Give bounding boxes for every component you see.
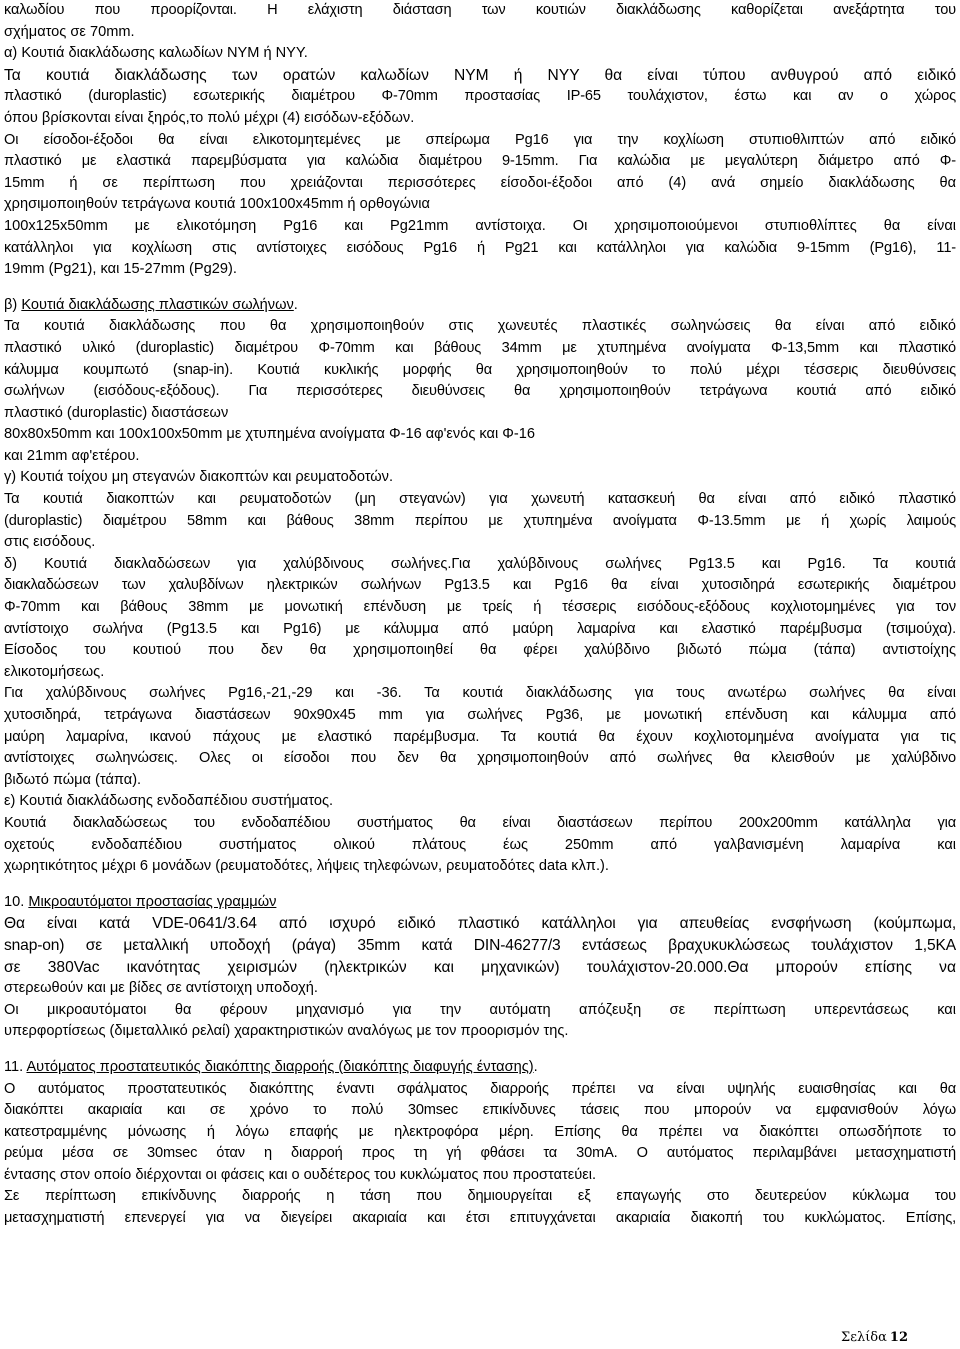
text-line: χωρητικότητος μέχρι 6 μονάδων (ρευματοδότες, λήψεις τηλεφώνων, ρευματοδότες data κλπ.).: [4, 858, 609, 875]
text-line: Κουτιά διακλαδώσεως του ενδοδαπέδιου συστήματος θα είναι διαστάσεων περίπου 200x200mm κατάλληλα για: [4, 814, 956, 831]
section-heading-d: δ) Κουτιά διακλαδώσεων για χαλύβδινους σωλήνες.Για χαλύβδινους σωλήνες Pg13.5 και Pg16. Τα κουτιά: [4, 555, 956, 572]
text-line: snap-on) σε μεταλλική υποδοχή (ράγα) 35mm κατά DIN-46277/3 εντάσεως βραχυκυκλώσεως τουλάχιστον 1,5KA: [4, 936, 956, 954]
text-line: χυτοσιδηρά, τετράγωνα διαστάσεων 90x90x45 mm για σωλήνες Pg36, με μονωτική επένδυση και κάλυμμα από: [4, 707, 956, 723]
heading-underlined: Κουτιά διακλάδωσης πλαστικών σωλήνων: [21, 296, 294, 313]
section-heading-b: [4, 295, 956, 317]
text-line: Τα κουτιά διακλάδωσης των ορατών καλωδίων ΝΥΜ ή ΝΥΥ θα είναι τύπου ανθυγρού από ειδικό: [4, 66, 956, 84]
text-line: χρησιμοποιηθούν τετράγωνα κουτιά 100x100x45mm ή ορθογώνια: [4, 196, 430, 213]
text-line: αντίστοιχο σωλήνα (Pg13.5 και Pg16) με κάλυμμα από μαύρη λαμαρίνα και ελαστικό παρέμβυσμα (τσιμούχα).: [4, 620, 956, 637]
text-line: όπου βρίσκονται είναι ξηρός,το πολύ μέχρι (4) εισόδων-εξόδων.: [4, 109, 415, 126]
text-line: διακόπτει ακαριαία και σε χρόνο το πολύ 30msec επικίνδυνες τάσεις που μπορούν να εμφανισθούν λόγω: [4, 1102, 956, 1119]
paragraph-gap: [4, 281, 956, 295]
text-line: σχήματος σε 70mm.: [4, 23, 135, 40]
section-heading-10: [4, 892, 956, 914]
heading-underlined: Μικροαυτόματοι προστασίας γραμμών: [28, 893, 277, 910]
text-line: κάλυμμα κουμπωτό (snap-in). Κουτιά κυκλικής μορφής θα χρησιμοποιηθούν το πολύ μέχρι τέσσερις διευθύνσεις: [4, 361, 956, 378]
text-line: σε 380Vac ικανότητας χειρισμών (ηλεκτρικών και μηχανικών) τουλάχιστον-20.000.Θα μπορούν επίσης να: [4, 958, 956, 976]
text-line: μαύρη λαμαρίνα, ικανού πάχους με ελαστικό παρέμβυσμα. Τα κουτιά θα έχουν κοχλιοτομημένα ανοίγματα για τις: [4, 728, 956, 745]
text-line: αντίστοιχες σωληνώσεις. Ολες οι είσοδοι που δεν θα χρησιμοποιηθούν από σωλήνες θα κλεισθούν με χαλύβδινο: [4, 750, 956, 767]
heading-prefix: β): [4, 296, 22, 313]
text-line: έντασης στον οποίο διέρχονται οι φάσεις και ο ουδέτερος του κυκλώματος που προστατεύει.: [4, 1166, 597, 1183]
text-line: οχετούς ενδοδαπέδιου συστήματος ολικού πλάτους έως 250mm από γαλβανισμένη λαμαρίνα και: [4, 836, 956, 853]
section-heading-e: ε) Κουτιά διακλάδωσης ενδοδαπέδιου συστήματος.: [4, 793, 334, 810]
heading-suffix: .: [293, 296, 298, 313]
heading-prefix: 10.: [4, 893, 29, 910]
text-line: Για χαλύβδινους σωλήνες Pg16,-21,-29 και -36. Τα κουτιά διακλάδωσης για τους ανωτέρω σωλήνες θα είναι: [4, 685, 956, 702]
text-line: διακλαδώσεων των χαλυβδίνων ηλεκτρικών σωλήνων Pg13.5 και Pg16 θα είναι χυτοσιδηρά εσωτερικής διαμέτρου: [4, 577, 956, 594]
text-line: πλαστικό (duroplastic) εσωτερικής διαμέτρου Φ-70mm προστασίας IP-65 τουλάχιστον, έστω και αν ο χώρος: [4, 88, 956, 105]
text-line: Οι είσοδοι-έξοδοι θα είναι ελικοτομητεμένες με σπείρωμα Pg16 για την κοχλίωση στυπιοθλιπτών από ειδικό: [4, 131, 956, 148]
text-line: καλωδίου που προορίζονται. Η ελάχιστη διάσταση των κουτιών διακλάδωσης καθορίζεται ανεξάρτητα του: [4, 2, 956, 18]
text-line: Είσοδος του κουτιού που δεν θα χρησιμοποιηθεί θα φέρει χαλύβδινο βιδωτό πώμα (τάπα) αντιστοίχης: [4, 642, 956, 659]
text-line: πλαστικό (duroplastic) διαστάσεων: [4, 404, 229, 421]
text-line: κατεστραμμένης μόνωσης ή λόγω επαφής με ηλεκτροφόρα μέρη. Επίσης θα πρέπει να διακόπτει οπωσδήποτε το: [4, 1123, 956, 1140]
section-heading-11: [4, 1057, 956, 1079]
text-line: Σε περίπτωση επικίνδυνης διαρροής η τάση που δημιουργείται εξ επαγωγής στο δευτερεύον κύκλωμα του: [4, 1188, 956, 1205]
paragraph-gap: [4, 1043, 956, 1057]
text-line: κατάλληλοι για κοχλίωση στις αντίστοιχες εισόδους Pg16 ή Pg21 και κατάλληλοι για καλώδια 9-15mm (Pg16), 11-: [4, 239, 956, 256]
heading-underlined: Αυτόματος προστατευτικός διακόπτης διαρροής (διακόπτης διαφυγής έντασης): [26, 1058, 534, 1075]
text-line: πλαστικό με ελαστικά παρεμβύσματα για καλώδια διαμέτρου 9-15mm. Για καλώδια με μεγαλύτερη διάμετρο από Φ-: [4, 153, 956, 170]
document-page: [4, 0, 956, 1230]
text-line: στις εισόδους.: [4, 534, 96, 551]
text-line: βιδωτό πώμα (τάπα).: [4, 771, 142, 788]
text-line: 80x80x50mm και 100x100x50mm με χτυπημένα ανοίγματα Φ-16 αφ'ενός και Φ-16: [4, 426, 536, 443]
text-line: στερεωθούν και με βίδες σε αντίστοιχη υποδοχή.: [4, 980, 318, 997]
page-number: 12: [889, 1330, 908, 1345]
text-line: Θα είναι κατά VDE-0641/3.64 από ισχυρό ειδικό πλαστικό κατάλληλοι για απευθείας ενσφήνωση (κούμπωμα,: [4, 915, 956, 933]
section-heading-a: α) Κουτιά διακλάδωσης καλωδίων ΝΥΜ ή ΝΥΥ.: [4, 45, 308, 62]
page-footer: [841, 1330, 908, 1345]
text-line: και 21mm αφ'ετέρου.: [4, 447, 140, 464]
text-line: 100x125x50mm με ελικοτόμηση Pg16 και Pg21mm αντίστοιχα. Οι χρησιμοποιούμενοι στυπιοθλίπτες θα είναι: [4, 217, 956, 234]
text-line: (duroplastic) διαμέτρου 58mm και βάθους 38mm περίπου με χτυπημένα ανοίγματα Φ-13.5mm με ή χωρίς λαιμούς: [4, 512, 956, 529]
text-line: 15mm ή σε περίπτωση που χρειάζονται περισσότερες είσοδοι-έξοδοι από (4) ανά σημείο διακλάδωσης θα: [4, 174, 956, 191]
text-line: ελικοτομήσεως.: [4, 663, 105, 680]
text-line: σωλήνων (εισόδους-εξόδους). Για περισσότερες διευθύνσεις θα χρησιμοποιηθούν τετράγωνα κουτιά από ειδικό: [4, 383, 956, 400]
section-heading-c: γ) Κουτιά τοίχου μη στεγανών διακοπτών και ρευματοδοτών.: [4, 469, 394, 486]
text-line: ρεύμα μέσα σε 30msec όταν η διαρροή προς τη γή φθάσει τα 30mA. Ο αυτόματος περιλαμβάνει μετασχηματιστή: [4, 1145, 956, 1162]
text-line: Ο αυτόματος προστατευτικός διακόπτης έναντι σφάλματος διαρροής πρέπει να είναι υψηλής ευαισθησίας και θα: [4, 1080, 956, 1097]
text-line: Τα κουτιά διακοπτών και ρευματοδοτών (μη στεγανών) για χωνευτή κατασκευή θα είναι από ειδικό πλαστικό: [4, 491, 956, 508]
text-line: μετασχηματιστή επενεργεί για να διεγείρει ακαριαία και έτσι επιτυγχάνεται ακαριαία διακοπή του κυκλώματος. Επίσης,: [4, 1210, 956, 1227]
text-line: υπερφορτίσεως (διμεταλλικό ρελαί) χαρακτηριστικών αναλόγως με τον προορισμόν της.: [4, 1023, 569, 1040]
text-line: Τα κουτιά διακλάδωσης που θα χρησιμοποιηθούν στις χωνευτές πλαστικές σωληνώσεις θα είναι από ειδικό: [4, 318, 956, 335]
text-line: Οι μικροαυτόματοι θα φέρουν μηχανισμό για την αυτόματη απόζευξη σε περίπτωση υπερεντάσεως και: [4, 1001, 956, 1018]
text-line: Φ-70mm και βάθους 38mm με μονωτική επένδυση με τρείς ή τέσσερις εισόδους-εξόδους κοχλιοτομημένες για τον: [4, 599, 956, 616]
heading-prefix: 11.: [4, 1058, 27, 1075]
heading-suffix: .: [533, 1058, 538, 1075]
paragraph-gap: [4, 878, 956, 892]
text-line: 19mm (Pg21), και 15-27mm (Pg29).: [4, 261, 237, 278]
text-line: πλαστικό υλικό (duroplastic) διαμέτρου Φ-70mm και βάθους 34mm με χτυπημένα ανοίγματα Φ-13,5mm και πλαστικό: [4, 339, 956, 356]
page-label: Σελίδα: [841, 1330, 887, 1345]
